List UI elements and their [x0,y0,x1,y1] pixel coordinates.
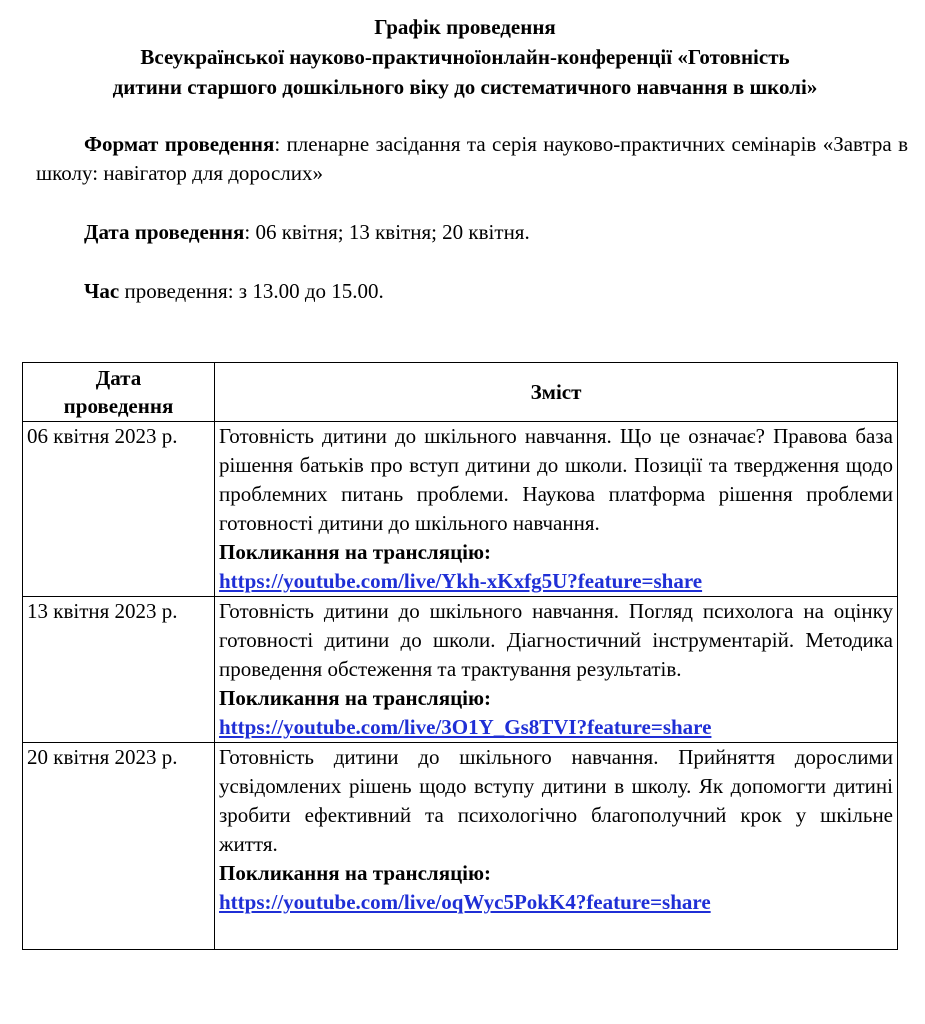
header-date [23,363,215,422]
table-row [23,743,898,950]
header-content: Зміст [215,363,898,422]
session-description: Готовність дитини до шкільного навчання. Погляд психолога на оцінку готовності дитини до школи. Діагностичний інструментарій. Методика проведення обстеження та трактування результатів. [219,599,893,681]
row-content [215,743,898,950]
row-content [215,597,898,743]
title-line-1: Графік проведення [374,15,556,39]
title-line-3: дитини старшого дошкільного віку до систематичного навчання в школі» [112,75,818,99]
format-label: Формат проведення [84,132,275,156]
broadcast-link[interactable]: https://youtube.com/live/3O1Y_Gs8TVI?feature=share [219,715,712,739]
dates-paragraph [84,218,904,247]
broadcast-link[interactable]: https://youtube.com/live/Ykh-xKxfg5U?feature=share [219,569,703,593]
format-text: : пленарне засідання та серія науково-практичних семінарів «Завтра в школу: навігатор для дорослих» [36,132,908,185]
time-label: Час [84,279,120,303]
session-description: Готовність дитини до шкільного навчання. Що це означає? Правова база рішення батьків про вступ дитини до школи. Позиції та твердження щодо проблемних питань проблеми. Наукова платформа рішення проблеми готовності дитини до шкільного навчання. [219,424,893,535]
dates-text: : 06 квітня; 13 квітня; 20 квітня. [244,220,530,244]
row-date: 06 квітня 2023 р. [23,422,215,597]
broadcast-label: Покликання на трансляцію: [219,686,492,710]
dates-label: Дата проведення [84,220,245,244]
header-date-line-1: Дата [95,366,142,390]
table-header-row [23,363,898,422]
broadcast-label: Покликання на трансляцію: [219,861,492,885]
row-date: 20 квітня 2023 р. [23,743,215,950]
format-paragraph [36,130,908,188]
row-date: 13 квітня 2023 р. [23,597,215,743]
title-line-2: Всеукраїнської науково-практичноїонлайн-конференції «Готовність [140,45,790,69]
broadcast-label: Покликання на трансляцію: [219,540,492,564]
broadcast-link[interactable]: https://youtube.com/live/oqWyc5PokK4?feature=share [219,890,711,914]
session-description: Готовність дитини до шкільного навчання. Прийняття дорослими усвідомлених рішень щодо вступу дитини в школу. Як допомогти дитині зробити ефективний та психологічно благополучний крок у шкільне життя. [219,745,893,856]
schedule-table [22,362,898,950]
document-title [20,12,910,102]
header-date-line-2: проведення [63,394,174,418]
row-content [215,422,898,597]
table-row [23,422,898,597]
time-text: проведення: з 13.00 до 15.00. [119,279,384,303]
time-paragraph [84,277,904,306]
table-row [23,597,898,743]
